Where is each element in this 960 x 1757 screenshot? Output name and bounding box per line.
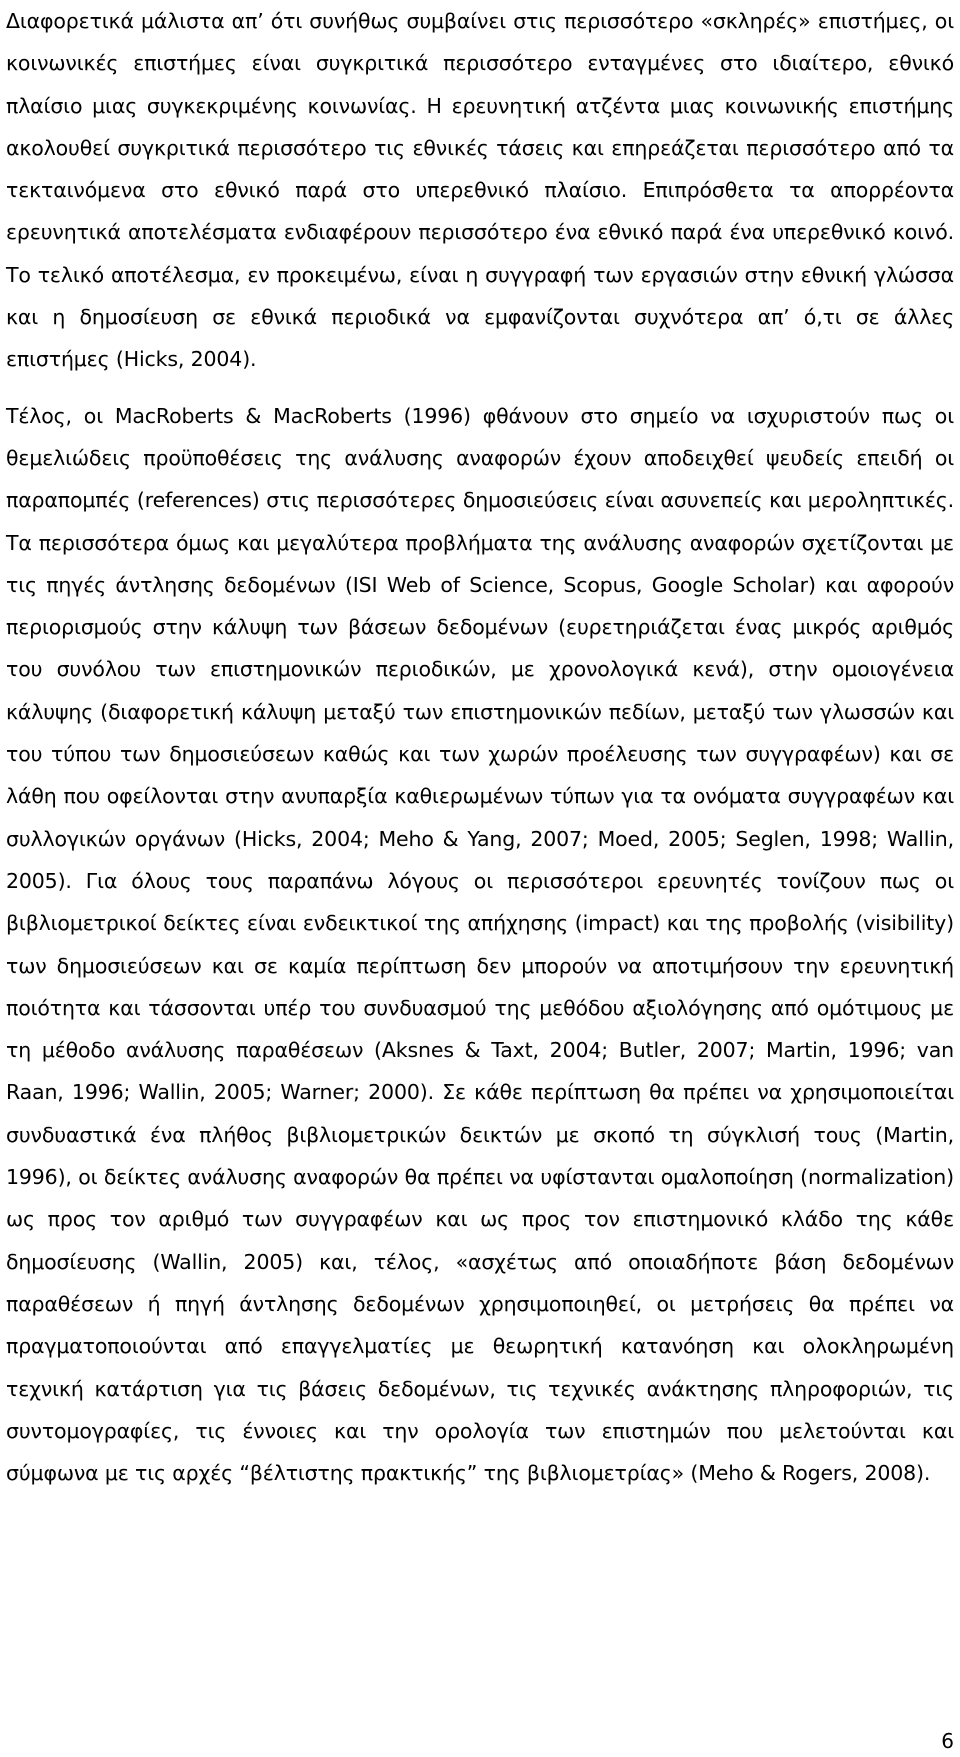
page-number: 6	[941, 1729, 954, 1753]
document-page	[6, 0, 954, 1494]
paragraph-2: Τέλος, οι MacRoberts & MacRoberts (1996) φθάνουν στο σημείο να ισχυριστούν πως οι θεμελιώδεις προϋποθέσεις της ανάλυσης αναφορών έχουν αποδειχθεί ψευδείς επειδή οι παραπομπές (references) στις περισσότερες δημοσιεύσεις είναι ασυνεπείς και μεροληπτικές. Τα περισσότερα όμως και μεγαλύτερα προβλήματα της ανάλυσης αναφορών σχετίζονται με τις πηγές άντλησης δεδομένων (ISI Web of Science, Scopus, Google Scholar) και αφορούν περιορισμούς στην κάλυψη των βάσεων δεδομένων (ευρετηριάζεται ένας μικρός αριθμός του συνόλου των επιστημονικών περιοδικών, με χρονολογικά κενά), στην ομοιογένεια κάλυψης (διαφορετική κάλυψη μεταξύ των επιστημονικών πεδίων, μεταξύ των γλωσσών και του τύπου των δημοσιεύσεων καθώς και των χωρών προέλευσης των συγγραφέων) και σε λάθη που οφείλονται στην ανυπαρξία καθιερωμένων τύπων για τα ονόματα συγγραφέων και συλλογικών οργάνων (Hicks, 2004; Meho & Yang, 2007; Moed, 2005; Seglen, 1998; Wallin, 2005). Για όλους τους παραπάνω λόγους οι περισσότεροι ερευνητές τονίζουν πως οι βιβλιομετρικοί δείκτες είναι ενδεικτικοί της απήχησης (impact) και της προβολής (visibility) των δημοσιεύσεων και σε καμία περίπτωση δεν μπορούν να αποτιμήσουν την ερευνητική ποιότητα και τάσσονται υπέρ του συνδυασμού της μεθόδου αξιολόγησης από ομότιμους με τη μέθοδο ανάλυσης παραθέσεων (Aksnes & Taxt, 2004; Butler, 2007; Martin, 1996; van Raan, 1996; Wallin, 2005; Warner; 2000). Σε κάθε περίπτωση θα πρέπει να χρησιμοποιείται συνδυαστικά ένα πλήθος βιβλιομετρικών δεικτών με σκοπό τη σύγκλισή τους (Martin, 1996), οι δείκτες ανάλυσης αναφορών θα πρέπει να υφίστανται ομαλοποίηση (normalization) ως προς τον αριθμό των συγγραφέων και ως προς τον επιστημονικό κλάδο της κάθε δημοσίευσης (Wallin, 2005) και, τέλος, «ασχέτως από οποιαδήποτε βάση δεδομένων παραθέσεων ή πηγή άντλησης δεδομένων χρησιμοποιηθεί, οι μετρήσεις θα πρέπει να πραγματοποιούνται από επαγγελματίες με θεωρητική κατανόηση και ολοκληρωμένη τεχνική κατάρτιση για τις βάσεις δεδομένων, τις τεχνικές ανάκτησης πληροφοριών, τις συντομογραφίες, τις έννοιες και την ορολογία των επιστημών που μελετούνται και σύμφωνα με τις αρχές “βέλτιστης πρακτικής” της βιβλιομετρίας» (Meho & Rogers, 2008).	[6, 403, 954, 1486]
paragraph-1: Διαφορετικά μάλιστα απ’ ότι συνήθως συμβαίνει στις περισσότερο «σκληρές» επιστήμες, οι κοινωνικές επιστήμες είναι συγκριτικά περισσότερο ενταγμένες στο ιδιαίτερο, εθνικό πλαίσιο μιας συγκεκριμένης κοινωνίας. Η ερευνητική ατζέντα μιας κοινωνικής επιστήμης ακολουθεί συγκριτικά περισσότερο τις εθνικές τάσεις και επηρεάζεται περισσότερο από τα τεκταινόμενα στο εθνικό παρά στο υπερεθνικό πλαίσιο. Επιπρόσθετα τα απορρέοντα ερευνητικά αποτελέσματα ενδιαφέρουν περισσότερο ένα εθνικό παρά ένα υπερεθνικό κοινό. Το τελικό αποτέλεσμα, εν προκειμένω, είναι η συγγραφή των εργασιών στην εθνική γλώσσα και η δημοσίευση σε εθνικά περιοδικά να εμφανίζονται συχνότερα απ’ ό,τι σε άλλες επιστήμες (Hicks, 2004).	[6, 9, 954, 372]
